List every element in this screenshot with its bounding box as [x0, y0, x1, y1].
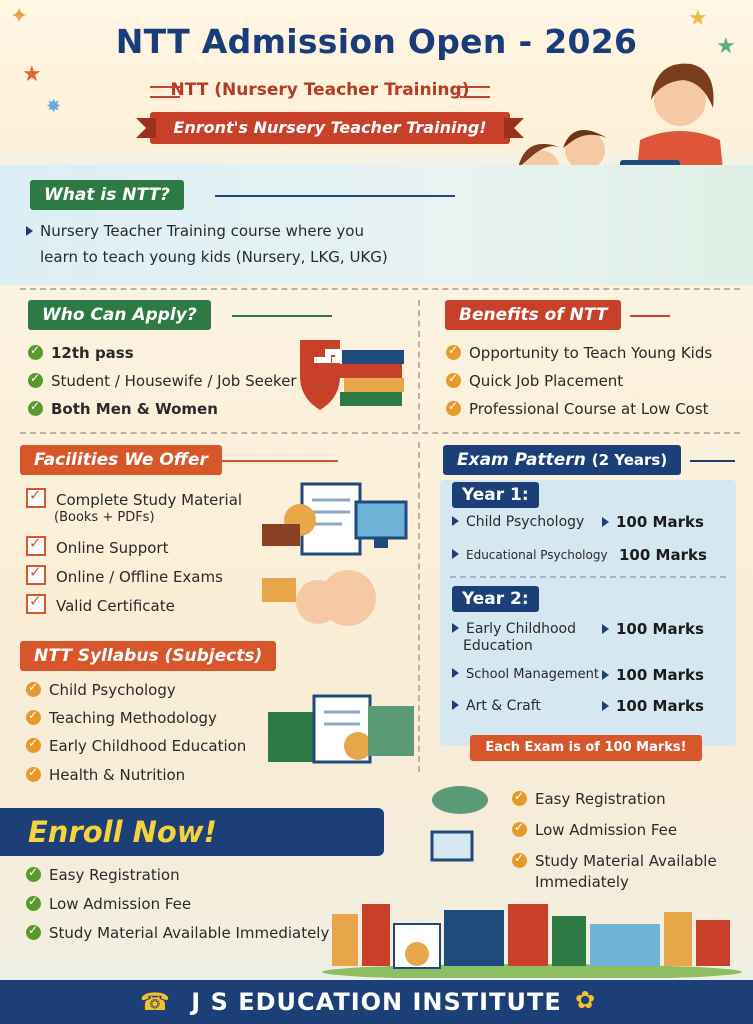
- exam-row: Child Psychology: [452, 514, 584, 530]
- list-item: ✓Opportunity to Teach Young Kids: [446, 344, 712, 362]
- exam-marks: 100 Marks: [619, 546, 707, 564]
- enroll-heading: Enroll Now!: [28, 815, 217, 849]
- institute-name: J S EDUCATION INSTITUTE: [191, 988, 562, 1016]
- school-books-illustration: [322, 900, 742, 978]
- list-item-note: (Books + PDFs): [54, 510, 155, 525]
- what-is-text-2: learn to teach young kids (Nursery, LKG, UKG): [40, 248, 388, 266]
- flower-icon: ✿: [575, 986, 596, 1014]
- list-item: ✓Quick Job Placement: [446, 372, 623, 390]
- subtitle: NTT (Nursery Teacher Training): [150, 80, 490, 100]
- exam-row: Early Childhood: [452, 621, 576, 637]
- exam-row: School Management: [452, 667, 599, 682]
- list-item: ✓Study Material Available: [512, 852, 717, 870]
- exam-row-cont: Education: [463, 638, 533, 654]
- list-item: ✓Study Material Available Immediately: [26, 924, 329, 942]
- exam-marks: 100 Marks: [602, 620, 704, 638]
- year2-label: Year 2:: [452, 586, 539, 612]
- list-item: ✓Health & Nutrition: [26, 766, 185, 784]
- star-icon: ✦: [10, 4, 29, 29]
- list-item: ✓Teaching Methodology: [26, 709, 217, 727]
- star-icon: ★: [22, 62, 42, 87]
- star-icon: ✸: [46, 96, 62, 117]
- star-icon: ★: [688, 6, 708, 31]
- list-item: ✓Complete Study Material: [26, 488, 242, 509]
- books-certificate-illustration: [268, 692, 418, 772]
- divider: [232, 315, 332, 317]
- list-item-cont: Immediately: [535, 873, 629, 891]
- list-item: ✓Online Support: [26, 536, 168, 557]
- exam-note-ribbon: Each Exam is of 100 Marks!: [470, 735, 702, 761]
- list-item: ✓Both Men & Women: [28, 400, 218, 418]
- syllabus-heading: NTT Syllabus (Subjects): [20, 641, 276, 671]
- list-item: ✓Early Childhood Education: [26, 737, 246, 755]
- who-can-apply-heading: Who Can Apply?: [28, 300, 211, 330]
- what-is-heading: What is NTT?: [30, 180, 184, 210]
- divider: [418, 442, 420, 772]
- page-title: NTT Admission Open - 2026: [115, 22, 638, 61]
- list-item: ✓Online / Offline Exams: [26, 565, 223, 586]
- list-item: ✓12th pass: [28, 344, 134, 362]
- divider: [215, 195, 455, 197]
- phone-icon: ☎: [140, 988, 170, 1016]
- star-icon: ★: [716, 34, 736, 59]
- divider: [418, 300, 420, 430]
- exam-marks: 100 Marks: [602, 513, 704, 531]
- list-item: ✓Student / Housewife / Job Seeker: [28, 372, 297, 390]
- list-item: ✓Low Admission Fee: [26, 895, 191, 913]
- list-item: ✓Low Admission Fee: [512, 821, 677, 839]
- exam-row: Educational Psychology: [452, 548, 608, 562]
- list-item: ✓Valid Certificate: [26, 594, 175, 615]
- graduation-cap-illustration: [418, 780, 498, 875]
- divider: [218, 460, 338, 462]
- benefits-heading: Benefits of NTT: [445, 300, 621, 330]
- divider: [450, 576, 726, 578]
- exam-marks: 100 Marks: [602, 697, 704, 715]
- divider: [20, 432, 740, 434]
- list-item: ✓Child Psychology: [26, 681, 176, 699]
- divider: [20, 288, 740, 290]
- exam-heading: Exam Pattern (2 Years): [443, 445, 681, 475]
- what-is-text: Nursery Teacher Training course where you: [26, 222, 364, 240]
- list-item: ✓Easy Registration: [512, 790, 666, 808]
- list-item: ✓Professional Course at Low Cost: [446, 400, 709, 418]
- exam-marks: 100 Marks: [602, 666, 704, 684]
- divider: [690, 460, 735, 462]
- year1-label: Year 1:: [452, 482, 539, 508]
- tagline-ribbon: Enront's Nursery Teacher Training!: [150, 112, 510, 144]
- shield-books-illustration: [292, 330, 407, 415]
- study-material-illustration: [262, 478, 410, 628]
- exam-row: Art & Craft: [452, 698, 541, 714]
- list-item: ✓Easy Registration: [26, 866, 180, 884]
- divider: [630, 315, 670, 317]
- facilities-heading: Facilities We Offer: [20, 445, 222, 475]
